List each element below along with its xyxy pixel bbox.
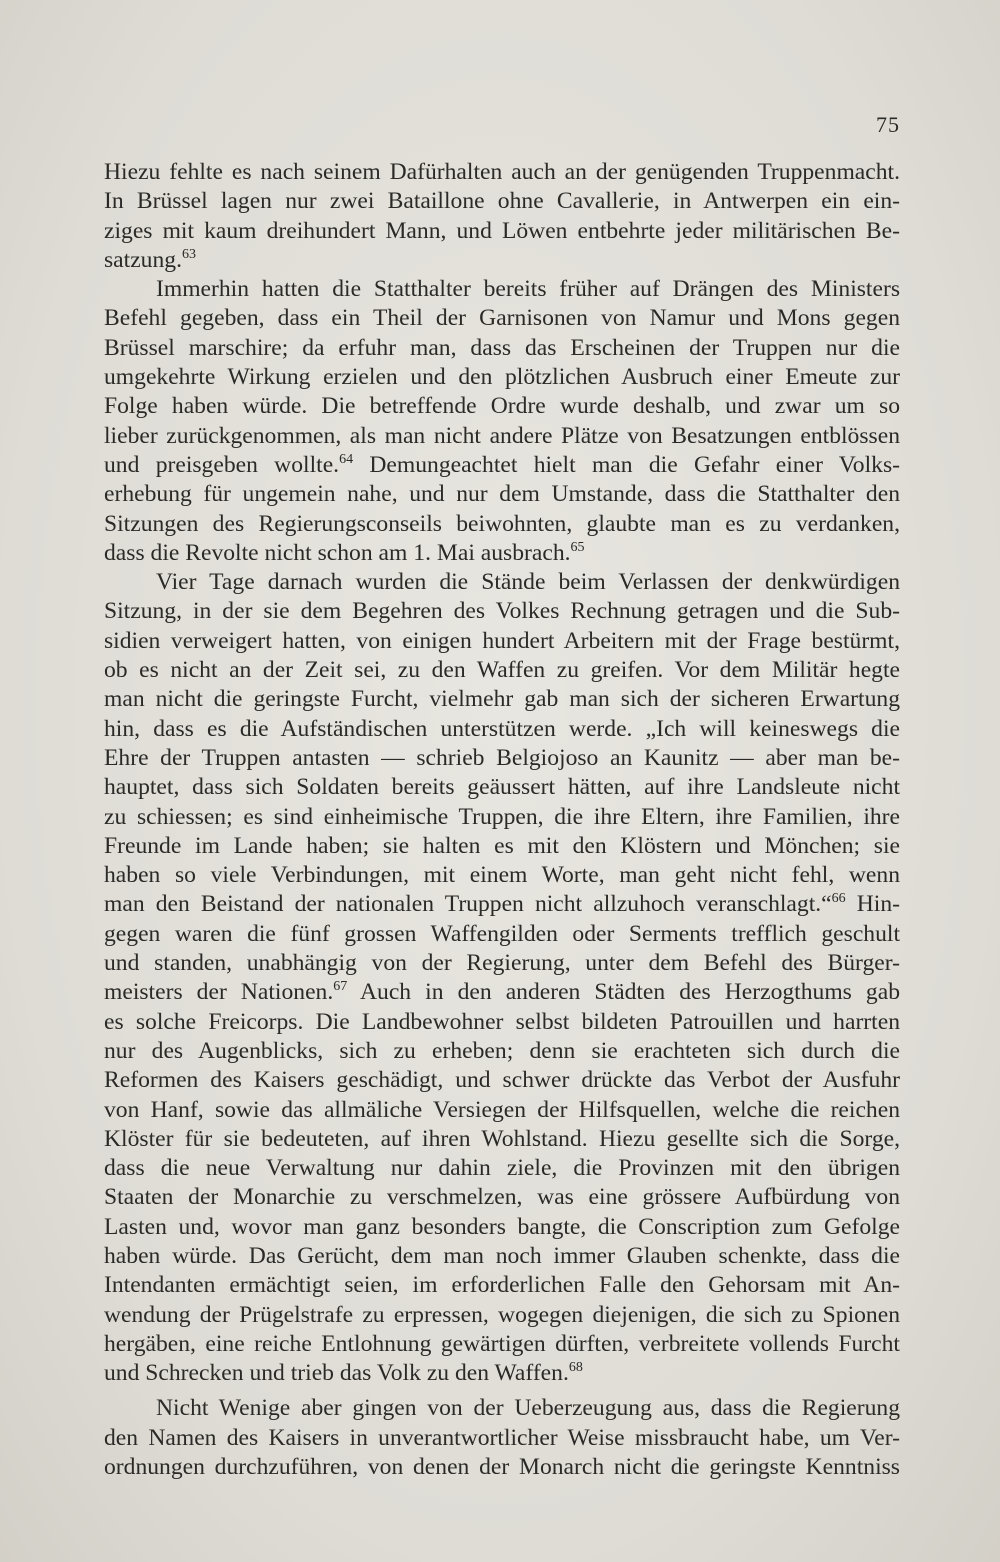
footnote-marker: 65 bbox=[570, 539, 585, 555]
line-text: man nicht die geringste Furcht, vielmehr gab man sich der sicheren Erwartung bbox=[104, 686, 900, 713]
line-text: und Schrecken und trieb das Volk zu den Waffen. bbox=[104, 1360, 569, 1387]
text-line bbox=[104, 978, 900, 1007]
line-text: Freunde im Lande haben; sie halten es mit den Klöstern und Mönchen; sie bbox=[104, 832, 900, 859]
text-line bbox=[104, 656, 900, 685]
page-number: 75 bbox=[876, 112, 900, 137]
text-line bbox=[104, 803, 900, 832]
text-line bbox=[104, 1183, 900, 1212]
text-line bbox=[104, 246, 900, 275]
line-text: dass die neue Verwaltung nur dahin ziele, die Provinzen mit den übrigen bbox=[104, 1155, 900, 1182]
text-line bbox=[104, 363, 900, 392]
line-text: und preisgeben wollte. bbox=[104, 451, 340, 478]
line-text: In Brüssel lagen nur zwei Bataillone ohne Cavallerie, in Antwerpen ein ein- bbox=[104, 188, 900, 215]
text-line bbox=[104, 304, 900, 333]
text-line bbox=[104, 1453, 900, 1482]
text-line bbox=[104, 510, 900, 539]
line-text: Vier Tage darnach wurden die Stände beim Verlassen der denkwürdigen bbox=[156, 569, 900, 596]
text-line bbox=[104, 832, 900, 861]
text-line bbox=[104, 1066, 900, 1095]
line-text: Sitzung, in der sie dem Begehren des Volkes Rechnung getragen und die Sub- bbox=[104, 598, 900, 625]
text-line bbox=[104, 1271, 900, 1300]
line-text: nur des Augenblicks, sich zu erheben; denn sie erachteten sich durch die bbox=[104, 1037, 900, 1064]
line-text: Klöster für sie bedeuteten, auf ihren Wohlstand. Hiezu gesellte sich die Sorge, bbox=[104, 1125, 900, 1152]
text-line bbox=[104, 744, 900, 773]
line-text: Lasten und, wovor man ganz besonders bangte, die Conscription zum Gefolge bbox=[104, 1213, 900, 1240]
text-line bbox=[104, 685, 900, 714]
line-text: erhebung für ungemein nahe, und nur dem Umstande, dass die Statthalter den bbox=[104, 481, 900, 508]
footnote-marker: 63 bbox=[181, 246, 196, 262]
body-text bbox=[104, 158, 900, 1482]
line-text: hergäben, eine reiche Entlohnung gewärtigen dürften, verbreitete vollends Furcht bbox=[104, 1330, 900, 1357]
line-text: haben so viele Verbindungen, mit einem Worte, man geht nicht fehl, wenn bbox=[104, 862, 900, 889]
text-line bbox=[104, 1125, 900, 1154]
line-text-continued: Demungeachtet hielt man die Gefahr einer Volks- bbox=[353, 451, 900, 478]
line-text: zu schiessen; es sind einheimische Truppen, die ihre Eltern, ihre Familien, ihre bbox=[104, 803, 900, 830]
line-text: Immerhin hatten die Statthalter bereits früher auf Drängen des Ministers bbox=[156, 276, 900, 303]
line-text-continued: Hin- bbox=[845, 891, 900, 918]
text-line bbox=[104, 480, 900, 509]
text-line bbox=[104, 1154, 900, 1183]
line-text: Hiezu fehlte es nach seinem Dafürhalten auch an der genügenden Truppenmacht. bbox=[104, 159, 900, 185]
text-line bbox=[104, 392, 900, 421]
line-text: sidien verweigert hatten, von einigen hundert Arbeitern mit der Frage bestürmt, bbox=[104, 627, 900, 654]
line-text: Intendanten ermächtigt seien, im erforderlichen Falle den Gehorsam mit An- bbox=[104, 1272, 900, 1299]
line-text-continued: Auch in den anderen Städten des Herzogthums gab bbox=[347, 979, 900, 1006]
line-text: Reformen des Kaisers geschädigt, und schwer drückte das Verbot der Ausfuhr bbox=[104, 1067, 900, 1094]
text-line bbox=[104, 1394, 900, 1423]
line-text: Sitzungen des Regierungsconseils beiwohnten, glaubte man es zu verdanken, bbox=[104, 510, 900, 537]
footnote-marker: 66 bbox=[831, 891, 846, 907]
line-text: es solche Freicorps. Die Landbewohner selbst bildeten Patrouillen und harrten bbox=[104, 1008, 900, 1035]
line-text: Staaten der Monarchie zu verschmelzen, was eine grössere Aufbürdung von bbox=[104, 1184, 900, 1211]
line-text: Brüssel marschire; da erfuhr man, dass das Erscheinen der Truppen nur die bbox=[104, 334, 900, 361]
line-text: von Hanf, sowie das allmäliche Versiegen der Hilfsquellen, welche die reichen bbox=[104, 1096, 900, 1123]
text-line bbox=[104, 1213, 900, 1242]
line-text: Folge haben würde. Die betreffende Ordre wurde deshalb, und zwar um so bbox=[104, 393, 900, 420]
line-text: hauptet, dass sich Soldaten bereits geäussert hätten, auf ihre Landsleute nicht bbox=[104, 774, 900, 801]
text-line bbox=[104, 773, 900, 802]
footnote-marker: 67 bbox=[333, 979, 348, 995]
line-text: lieber zurückgenommen, als man nicht andere Plätze von Besatzungen entblössen bbox=[104, 422, 900, 449]
text-line bbox=[104, 1301, 900, 1330]
line-text: gegen waren die fünf grossen Waffengilden oder Serments trefflich geschult bbox=[104, 920, 900, 947]
line-text: und standen, unabhängig von der Regierung, unter dem Befehl des Bürger- bbox=[104, 950, 900, 977]
text-line bbox=[104, 949, 900, 978]
text-line bbox=[104, 422, 900, 451]
text-line bbox=[104, 1008, 900, 1037]
text-line bbox=[104, 1096, 900, 1125]
line-text: Befehl gegeben, dass ein Theil der Garnisonen von Namur und Mons gegen bbox=[104, 305, 900, 332]
text-line bbox=[104, 715, 900, 744]
line-text: man den Beistand der nationalen Truppen nicht allzuhoch veranschlagt.“ bbox=[104, 891, 832, 918]
text-line bbox=[104, 568, 900, 597]
text-line bbox=[104, 861, 900, 890]
line-text: umgekehrte Wirkung erzielen und den plötzlichen Ausbruch einer Emeute zur bbox=[104, 364, 900, 391]
text-line bbox=[104, 539, 900, 568]
line-text: ziges mit kaum dreihundert Mann, und Löwen entbehrte jeder militärischen Be- bbox=[104, 217, 900, 244]
text-line bbox=[104, 1359, 900, 1388]
text-line bbox=[104, 451, 900, 480]
line-text: den Namen des Kaisers in unverantwortlicher Weise missbraucht habe, um Ver- bbox=[104, 1424, 900, 1451]
line-text: Ehre der Truppen antasten — schrieb Belgiojoso an Kaunitz — aber man be- bbox=[104, 744, 900, 771]
line-text: meisters der Nationen. bbox=[104, 979, 334, 1006]
text-line bbox=[104, 1424, 900, 1453]
line-text: ordnungen durchzuführen, von denen der Monarch nicht die geringste Kenntniss bbox=[104, 1454, 900, 1481]
line-text: haben würde. Das Gerücht, dem man noch immer Glauben schenkte, dass die bbox=[104, 1242, 900, 1269]
line-text: Nicht Wenige aber gingen von der Ueberzeugung aus, dass die Regierung bbox=[156, 1395, 900, 1422]
text-line bbox=[104, 158, 900, 187]
text-line bbox=[104, 1242, 900, 1271]
text-line bbox=[104, 627, 900, 656]
footnote-marker: 64 bbox=[339, 451, 354, 467]
line-text: satzung. bbox=[104, 246, 182, 273]
line-text: dass die Revolte nicht schon am 1. Mai ausbrach. bbox=[104, 539, 571, 566]
text-line bbox=[104, 217, 900, 246]
text-line bbox=[104, 275, 900, 304]
text-line bbox=[104, 1037, 900, 1066]
text-line bbox=[104, 597, 900, 626]
line-text: hin, dass es die Aufständischen unterstützen werde. „Ich will keineswegs die bbox=[104, 715, 900, 742]
line-text: wendung der Prügelstrafe zu erpressen, wogegen diejenigen, die sich zu Spionen bbox=[104, 1301, 900, 1328]
text-line bbox=[104, 1330, 900, 1359]
line-text: ob es nicht an der Zeit sei, zu den Waffen zu greifen. Vor dem Militär hegte bbox=[104, 657, 900, 684]
text-line bbox=[104, 920, 900, 949]
footnote-marker: 68 bbox=[568, 1360, 583, 1376]
text-line bbox=[104, 890, 900, 919]
text-line bbox=[104, 334, 900, 363]
text-line bbox=[104, 187, 900, 216]
